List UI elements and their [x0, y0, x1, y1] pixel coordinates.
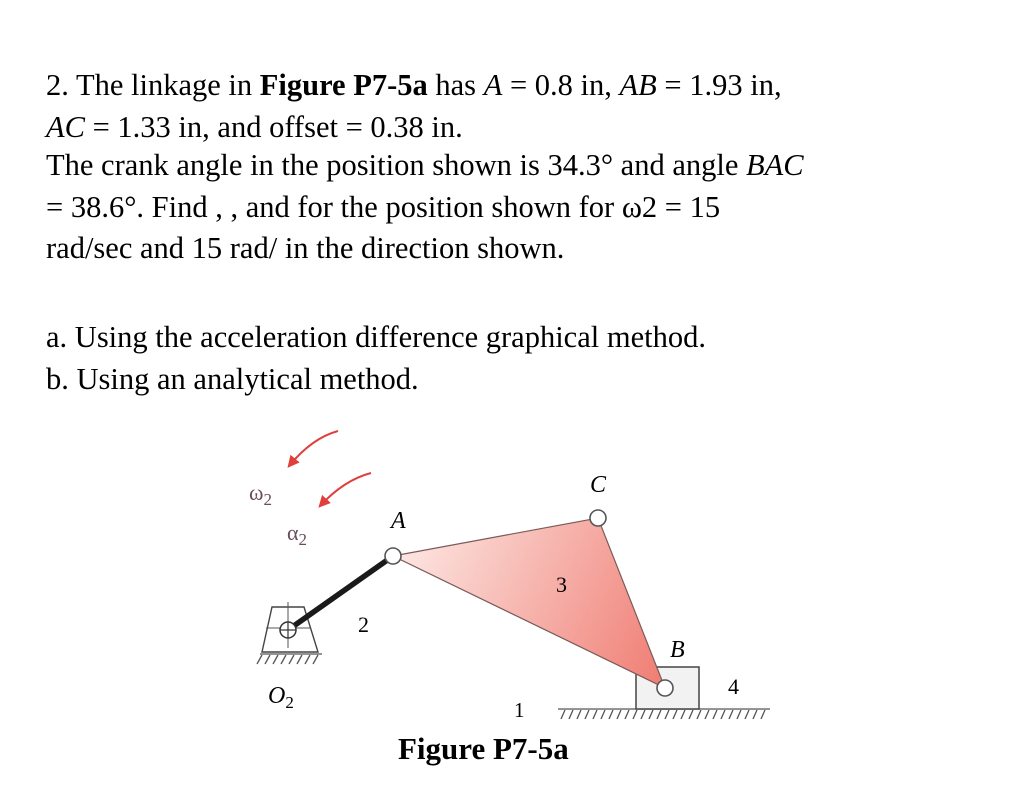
ground-hatch-o2 [257, 654, 322, 664]
pin-c [590, 510, 606, 526]
point-c-label: C [590, 472, 607, 498]
figure-caption: Figure P7-5a [398, 731, 569, 766]
coupler-link-3 [393, 518, 665, 688]
statement-line-4: = 38.6°. Find , , and for the position shown for ω2 = 15 [46, 189, 721, 224]
statement-line-2: AC = 1.33 in, and offset = 0.38 in. [46, 109, 463, 144]
link-2-label: 2 [358, 612, 369, 637]
omega-2-label: $\omega_2$ [249, 480, 272, 509]
omega-2-arrow [289, 431, 338, 466]
statement-line-1: 2. The linkage in Figure P7-5a has A = 0.8 in, AB = 1.93 in, [46, 68, 782, 102]
part-a: a. Using the acceleration difference graphical method. [46, 320, 706, 354]
ground-hatch-slider [558, 709, 770, 719]
link-1-label: 1 [514, 698, 525, 722]
point-b-label: B [670, 637, 685, 663]
alpha-2-arrow [320, 473, 371, 506]
statement-line-5: rad/sec and 15 rad/ in the direction shown. [46, 231, 565, 265]
crank-link-2 [288, 556, 393, 630]
pin-a [385, 548, 401, 564]
alpha-2-label: $\alpha_2$ [287, 520, 308, 549]
part-b: b. Using an analytical method. [46, 361, 419, 396]
figure-reference: Figure P7-5a [259, 68, 428, 102]
point-a-label: A [391, 508, 406, 534]
link-3-label: 3 [556, 572, 567, 597]
pivot-o2-label: $O_2$ [268, 683, 294, 712]
pin-b [657, 680, 673, 696]
statement-line-3: The crank angle in the position shown is 34.3° and angle BAC [46, 148, 804, 182]
link-4-label: 4 [728, 674, 739, 699]
